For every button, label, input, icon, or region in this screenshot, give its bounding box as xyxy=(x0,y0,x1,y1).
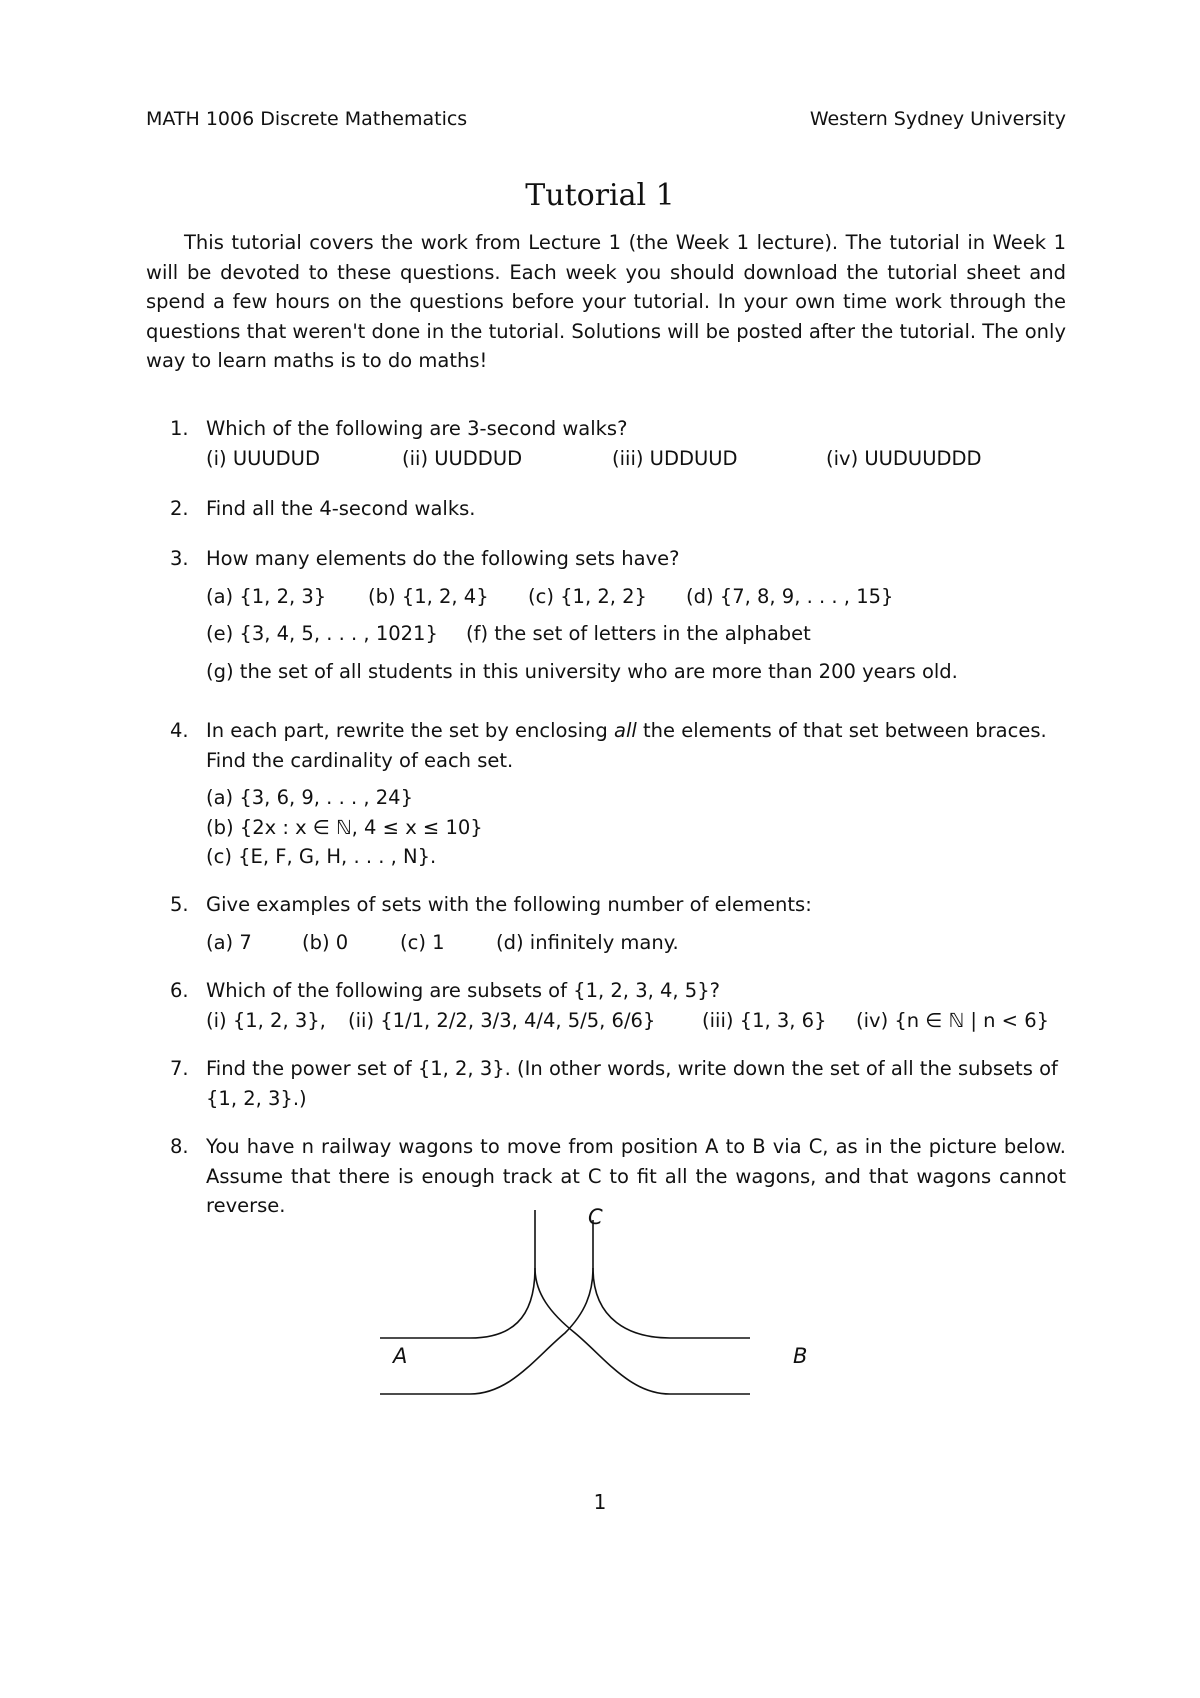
option: (i) {1, 2, 3}, xyxy=(206,1008,326,1032)
question-number: 2. xyxy=(170,497,189,520)
option: (i) UUUDUD xyxy=(206,446,320,470)
question-number: 1. xyxy=(170,417,189,440)
part-a: (a) {3, 6, 9, . . . , 24} xyxy=(206,786,413,809)
track-curve-c-to-b xyxy=(535,1268,670,1394)
course-header: MATH 1006 Discrete Mathematics xyxy=(146,108,468,130)
question-number: 4. xyxy=(170,719,189,742)
option: (b) 0 xyxy=(302,930,349,954)
option: (c) {1, 2, 2} xyxy=(528,584,647,608)
option: (d) infinitely many. xyxy=(496,930,679,954)
question-text: Find the power set of {1, 2, 3}. (In other words, write down the set of all the subsets of {1, 2, 3}.) xyxy=(206,1057,1058,1110)
question-text: You have n railway wagons to move from position A to B via C, as in the picture below. Assume that there is enough track at C to fit all the wagons, and that wagons cannot reverse. xyxy=(206,1135,1066,1217)
intro-paragraph: This tutorial covers the work from Lecture 1 (the Week 1 lecture). The tutorial in Week 1 will be devoted to these questions. Each week you should download the tutorial sheet and spend a few hours on the questions before your tutorial. In your own time work through the questions that weren't done in the tutorial. Solutions will be posted after the tutorial. The only way to learn maths is to do maths! xyxy=(146,231,1066,372)
track-curve-right xyxy=(593,1268,670,1338)
track-curve-left xyxy=(470,1210,535,1338)
option: (a) {1, 2, 3} xyxy=(206,584,327,608)
question-text: How many elements do the following sets have? xyxy=(206,547,680,570)
option: (e) {3, 4, 5, . . . , 1021} xyxy=(206,622,438,645)
label-c: C xyxy=(588,1205,603,1229)
part-c: (c) {E, F, G, H, . . . , N}. xyxy=(206,845,437,868)
question-number: 8. xyxy=(170,1135,189,1158)
question-text: Which of the following are 3-second walks? xyxy=(206,417,628,440)
question-text: In each part, rewrite the set by enclosing all the elements of that set between braces. Find the cardinality of each set. xyxy=(206,719,1047,772)
page-number: 1 xyxy=(593,1490,607,1514)
track-curve-a-to-c xyxy=(470,1220,593,1394)
question-text: Which of the following are subsets of {1, 2, 3, 4, 5}? xyxy=(206,979,720,1002)
option: (f) the set of letters in the alphabet xyxy=(466,622,811,645)
railway-track-diagram xyxy=(380,1208,820,1428)
option: (iii) UDDUUD xyxy=(612,446,738,470)
question-text: Give examples of sets with the following number of elements: xyxy=(206,893,812,916)
question-number: 3. xyxy=(170,547,189,570)
option: (iv) {n ∈ ℕ | n < 6} xyxy=(856,1008,1050,1032)
part-b: (b) {2x : x ∈ ℕ, 4 ≤ x ≤ 10} xyxy=(206,815,483,839)
option: (c) 1 xyxy=(400,930,445,954)
label-b: B xyxy=(793,1344,808,1368)
option: (a) 7 xyxy=(206,930,252,954)
page-title: Tutorial 1 xyxy=(525,178,675,213)
option: (b) {1, 2, 4} xyxy=(368,584,489,608)
option: (ii) {1/1, 2/2, 3/3, 4/4, 5/5, 6/6} xyxy=(348,1008,656,1032)
option: (g) the set of all students in this university who are more than 200 years old. xyxy=(206,659,958,683)
university-header: Western Sydney University xyxy=(809,108,1066,130)
question-text: Find all the 4-second walks. xyxy=(206,497,476,520)
option: (ii) UUDDUD xyxy=(402,446,523,470)
option: (iii) {1, 3, 6} xyxy=(702,1008,827,1032)
question-number: 5. xyxy=(170,893,189,916)
option: (d) {7, 8, 9, . . . , 15} xyxy=(686,584,894,608)
label-a: A xyxy=(393,1344,408,1368)
option: (iv) UUDUUDDD xyxy=(826,446,982,470)
question-number: 7. xyxy=(170,1057,189,1080)
question-number: 6. xyxy=(170,979,189,1002)
